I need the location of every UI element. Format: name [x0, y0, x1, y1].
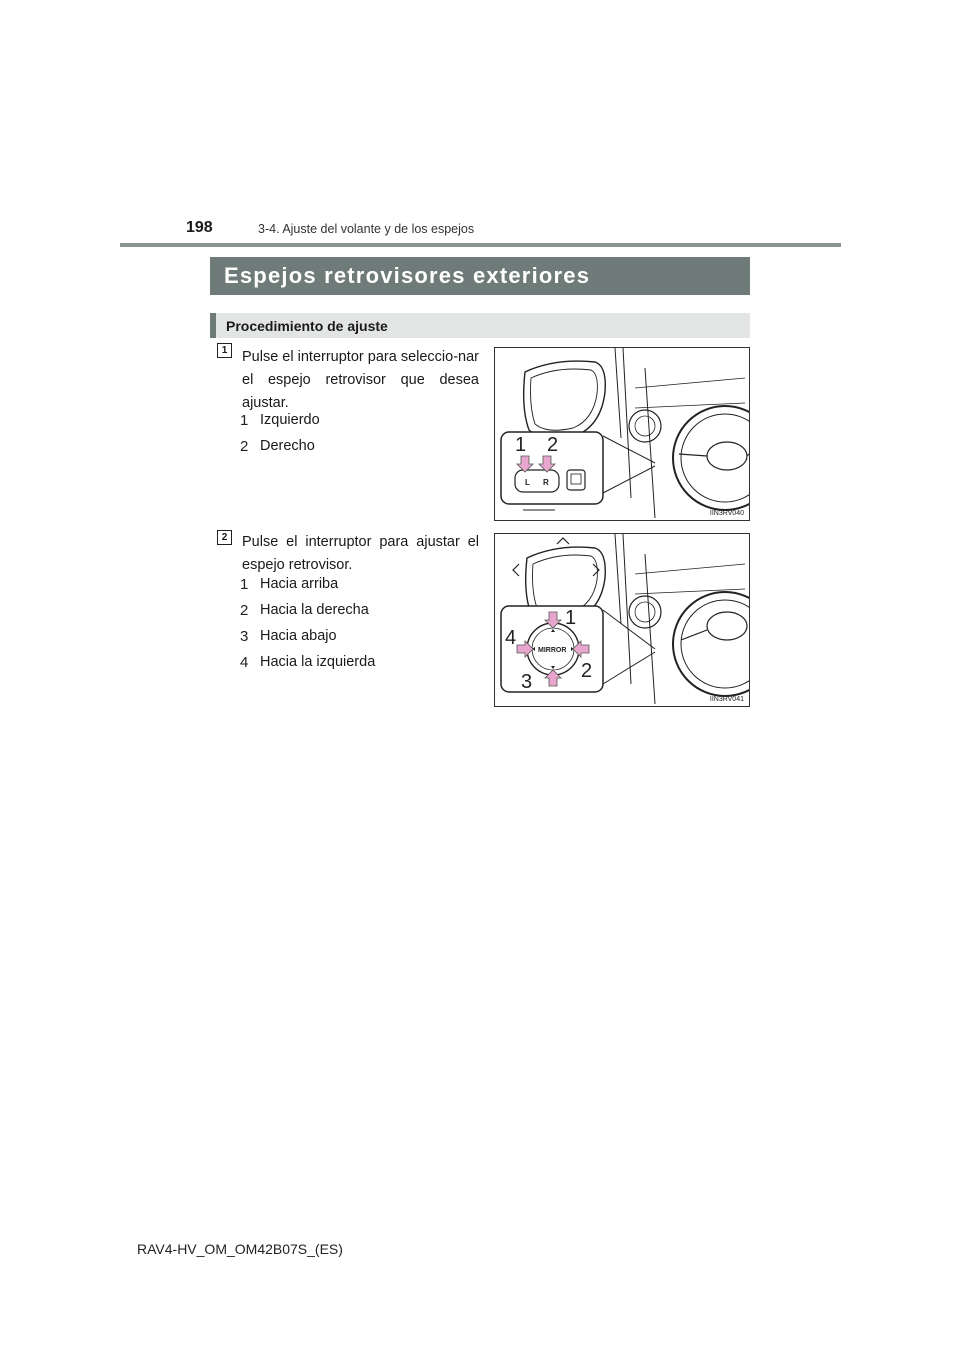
- step-2-text: Pulse el interruptor para ajustar el espejo retrovisor.: [242, 534, 479, 573]
- mirror-adjust-illustration: [495, 534, 749, 706]
- step-1-item-2-label: Derecho: [260, 438, 315, 454]
- figure-code: IIN3RV041: [709, 696, 744, 703]
- number-2-icon: [238, 437, 254, 455]
- svg-text:4: 4: [240, 654, 249, 671]
- step-1-badge: 1: [217, 343, 232, 358]
- svg-text:2: 2: [240, 602, 249, 619]
- callout-1: 1: [515, 434, 527, 456]
- step-2-item-1: [238, 575, 338, 593]
- number-1-icon: [238, 411, 254, 429]
- svg-text:L: L: [525, 478, 530, 487]
- document-code: RAV4-HV_OM_OM42B07S_(ES): [137, 1241, 343, 1257]
- step-2-item-3: [238, 627, 337, 645]
- step-2-item-2: [238, 601, 369, 619]
- step-1-item-1-label: Izquierdo: [260, 412, 320, 428]
- figure-mirror-adjust-switch: [494, 533, 750, 707]
- subsection-title: Procedimiento de ajuste: [226, 317, 388, 334]
- callout-2: 2: [547, 434, 559, 456]
- step-2-badge: 2: [217, 530, 232, 545]
- number-2-icon: [238, 601, 254, 619]
- callout-2: 2: [581, 660, 593, 682]
- callout-3: 3: [521, 671, 533, 693]
- header-divider: [120, 243, 841, 247]
- svg-text:2: 2: [240, 438, 249, 455]
- step-2-item-2-label: Hacia la derecha: [260, 602, 369, 618]
- svg-text:MIRROR: MIRROR: [538, 647, 567, 654]
- step-1-item-2: [238, 437, 315, 455]
- step-2-item-3-label: Hacia abajo: [260, 628, 337, 644]
- callout-4: 4: [505, 627, 517, 649]
- step-1-text: Pulse el interruptor para seleccio-nar el espejo retrovisor que desea ajustar.: [242, 349, 479, 411]
- number-1-icon: [238, 575, 254, 593]
- callout-1: 1: [565, 607, 577, 629]
- subsection-title-bar: [210, 313, 750, 338]
- svg-text:3: 3: [240, 628, 249, 645]
- section-reference: 3-4. Ajuste del volante y de los espejos: [258, 222, 475, 236]
- step-2-item-4-label: Hacia la izquierda: [260, 654, 376, 670]
- section-title-bar: [210, 257, 750, 295]
- figure-code: IIN3RV040: [709, 510, 744, 517]
- figure-mirror-select-switch: [494, 347, 750, 521]
- svg-text:1: 1: [240, 412, 249, 429]
- svg-text:1: 1: [240, 576, 249, 593]
- mirror-select-illustration: [495, 348, 749, 520]
- number-3-icon: [238, 627, 254, 645]
- svg-text:R: R: [543, 478, 549, 487]
- section-title: Espejos retrovisores exteriores: [224, 263, 591, 288]
- step-1-item-1: [238, 411, 320, 429]
- step-2-item-4: [238, 653, 375, 671]
- page-number: 198: [186, 219, 213, 236]
- number-4-icon: [238, 653, 254, 671]
- step-2-item-1-label: Hacia arriba: [260, 576, 339, 592]
